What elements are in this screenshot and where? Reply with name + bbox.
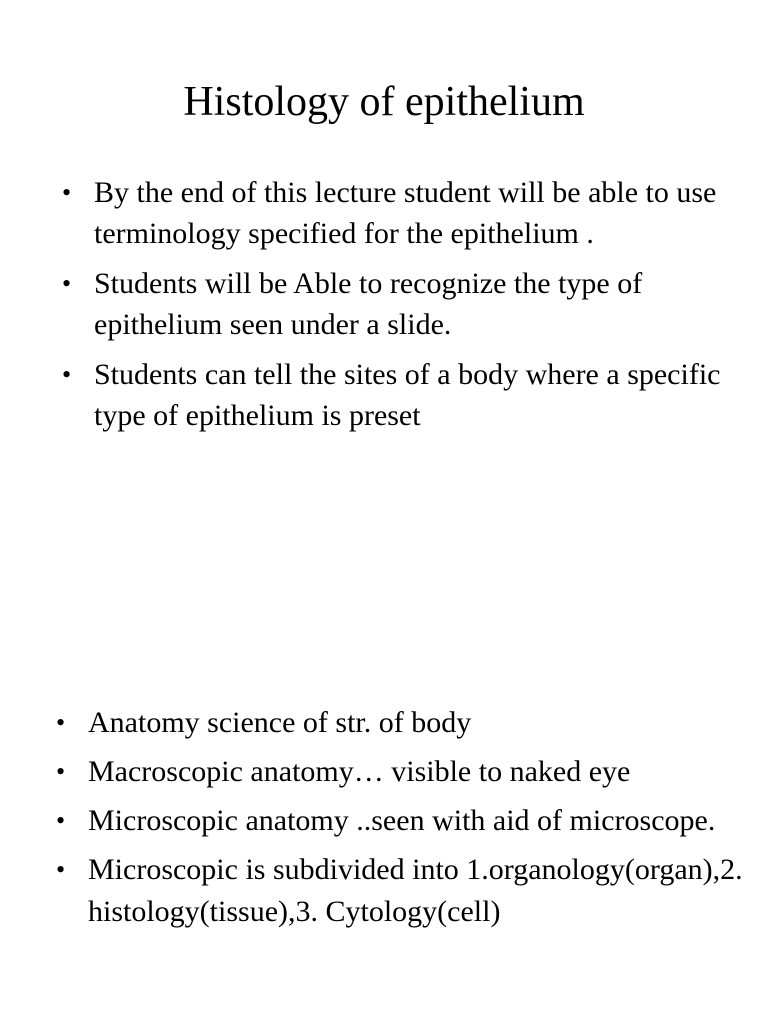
list-item [56, 849, 746, 933]
list-item [62, 172, 742, 254]
bullet-text: Anatomy science of str. of body [88, 706, 472, 739]
list-item [56, 751, 746, 793]
bullet-icon: • [56, 855, 66, 884]
bullet-icon: • [62, 269, 72, 298]
slide-2 [0, 690, 768, 1024]
bullet-text: By the end of this lecture student will be able to use terminology specified for the epithelium . [94, 176, 717, 250]
list-item [56, 800, 746, 842]
bullet-text: Microscopic anatomy ..seen with aid of microscope. [88, 804, 716, 837]
bullet-icon: • [62, 178, 72, 207]
list-item [56, 702, 746, 744]
slide-title: Histology of epithelium [183, 79, 585, 125]
bullet-icon: • [56, 806, 66, 835]
bullet-icon: • [56, 708, 66, 737]
bullet-text: Macroscopic anatomy… visible to naked eye [88, 755, 631, 788]
objectives-list [62, 172, 742, 445]
bullet-text: Microscopic is subdivided into 1.organology(organ),2. histology(tissue),3. Cytology(cell) [88, 853, 743, 928]
bullet-icon: • [56, 757, 66, 786]
bullet-text: Students will be Able to recognize the type of epithelium seen under a slide. [94, 267, 643, 341]
bullet-icon: • [62, 360, 72, 389]
list-item [62, 263, 742, 345]
bullet-text: Students can tell the sites of a body where a specific type of epithelium is preset [94, 358, 721, 432]
list-item [62, 354, 742, 436]
anatomy-list [56, 702, 746, 940]
